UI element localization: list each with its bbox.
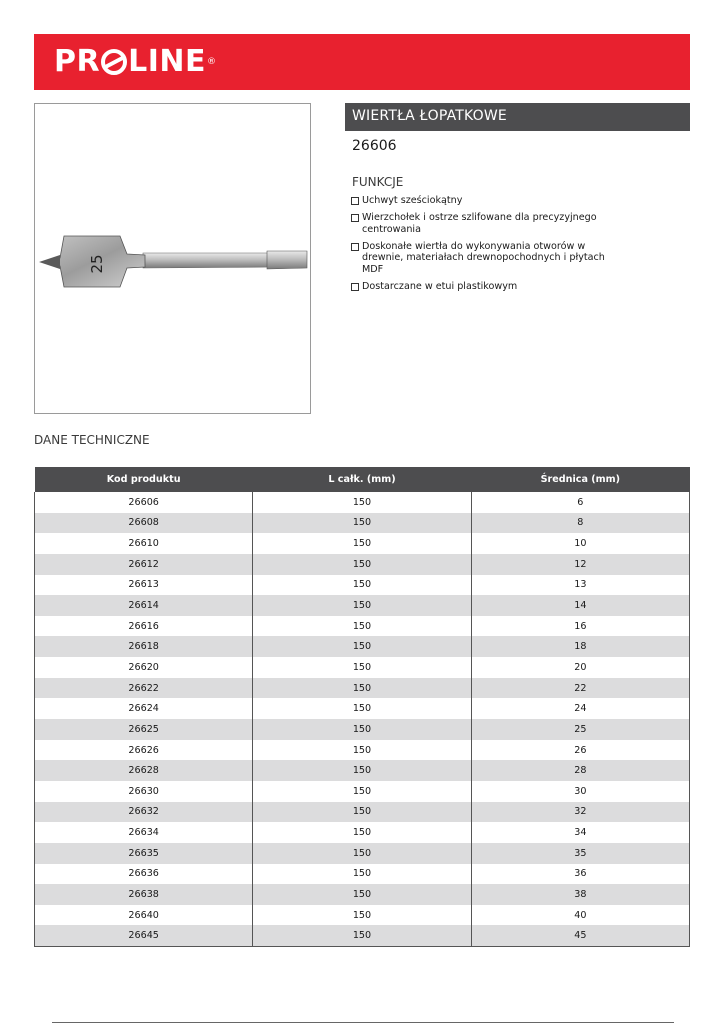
table-row: [35, 740, 690, 761]
cell-length: 150: [253, 554, 471, 575]
feature-text: Wierzchołek i ostrze szlifowane dla precyzyjnego centrowania: [362, 212, 597, 235]
cell-length: 150: [253, 760, 471, 781]
checkbox-icon: [351, 283, 359, 291]
cell-length: 150: [253, 843, 471, 864]
product-code: 26606: [352, 138, 397, 154]
cell-length: 150: [253, 636, 471, 657]
cell-code: 26638: [35, 884, 253, 905]
cell-length: 150: [253, 822, 471, 843]
brand-banner: [34, 34, 690, 90]
cell-diameter: 45: [471, 925, 689, 946]
table-row: [35, 554, 690, 575]
drill-shank: [143, 253, 275, 268]
cell-diameter: 22: [471, 678, 689, 699]
cell-diameter: 14: [471, 595, 689, 616]
table-header-row: [35, 467, 690, 492]
cell-length: 150: [253, 781, 471, 802]
cell-diameter: 18: [471, 636, 689, 657]
table-row: [35, 636, 690, 657]
cell-code: 26645: [35, 925, 253, 946]
cell-length: 150: [253, 802, 471, 823]
cell-diameter: 16: [471, 616, 689, 637]
header-diameter: Średnica (mm): [471, 467, 689, 492]
cell-diameter: 40: [471, 905, 689, 926]
cell-code: 26622: [35, 678, 253, 699]
cell-code: 26630: [35, 781, 253, 802]
cell-length: 150: [253, 595, 471, 616]
cell-diameter: 20: [471, 657, 689, 678]
logo-text-end: LINE: [128, 44, 206, 79]
blade-size-label: 25: [88, 254, 106, 274]
spade-drill-bit-image: [35, 104, 311, 414]
table-row: [35, 864, 690, 885]
cell-diameter: 30: [471, 781, 689, 802]
cell-code: 26612: [35, 554, 253, 575]
table-row: [35, 925, 690, 946]
logo-text-start: PR: [54, 44, 101, 79]
cell-code: 26618: [35, 636, 253, 657]
cell-code: 26626: [35, 740, 253, 761]
cell-code: 26632: [35, 802, 253, 823]
feature-item: [351, 195, 626, 207]
product-title: WIERTŁA ŁOPATKOWE: [352, 108, 507, 124]
table-row: [35, 884, 690, 905]
features-title: FUNKCJE: [352, 175, 404, 189]
cell-diameter: 36: [471, 864, 689, 885]
header-product-code: Kod produktu: [35, 467, 253, 492]
drill-tip: [39, 255, 60, 269]
cell-code: 26610: [35, 533, 253, 554]
cell-diameter: 35: [471, 843, 689, 864]
cell-length: 150: [253, 884, 471, 905]
checkbox-icon: [351, 243, 359, 251]
table-row: [35, 678, 690, 699]
table-row: [35, 513, 690, 534]
cell-diameter: 26: [471, 740, 689, 761]
cell-diameter: 28: [471, 760, 689, 781]
product-photo: [34, 103, 311, 414]
table-row: [35, 575, 690, 596]
cell-length: 150: [253, 616, 471, 637]
table-row: [35, 533, 690, 554]
table-row: [35, 698, 690, 719]
cell-code: 26613: [35, 575, 253, 596]
cell-diameter: 6: [471, 492, 689, 513]
logo-ring-icon: [101, 49, 127, 75]
cell-code: 26636: [35, 864, 253, 885]
cell-length: 150: [253, 657, 471, 678]
table-row: [35, 595, 690, 616]
cell-code: 26620: [35, 657, 253, 678]
cell-code: 26640: [35, 905, 253, 926]
cell-length: 150: [253, 740, 471, 761]
cell-diameter: 32: [471, 802, 689, 823]
cell-diameter: 12: [471, 554, 689, 575]
cell-length: 150: [253, 492, 471, 513]
feature-item: [351, 241, 626, 276]
cell-diameter: 34: [471, 822, 689, 843]
proline-logo: [54, 44, 216, 80]
table-row: [35, 760, 690, 781]
cell-diameter: 10: [471, 533, 689, 554]
cell-code: 26635: [35, 843, 253, 864]
features-list: [351, 195, 626, 298]
table-row: [35, 905, 690, 926]
cell-length: 150: [253, 719, 471, 740]
cell-code: 26606: [35, 492, 253, 513]
footer-divider: [52, 1022, 674, 1023]
cell-length: 150: [253, 698, 471, 719]
cell-code: 26624: [35, 698, 253, 719]
cell-code: 26634: [35, 822, 253, 843]
table-row: [35, 492, 690, 513]
cell-length: 150: [253, 864, 471, 885]
table-row: [35, 843, 690, 864]
cell-diameter: 25: [471, 719, 689, 740]
header-total-length: L całk. (mm): [253, 467, 471, 492]
cell-length: 150: [253, 905, 471, 926]
feature-text: Doskonałe wiertła do wykonywania otworów w drewnie, materiałach drewnopochodnych i płytach MDF: [362, 240, 605, 275]
table-row: [35, 657, 690, 678]
cell-length: 150: [253, 533, 471, 554]
tech-data-table: [34, 467, 690, 947]
cell-length: 150: [253, 678, 471, 699]
checkbox-icon: [351, 214, 359, 222]
cell-code: 26608: [35, 513, 253, 534]
cell-code: 26616: [35, 616, 253, 637]
checkbox-icon: [351, 197, 359, 205]
cell-code: 26614: [35, 595, 253, 616]
table-row: [35, 822, 690, 843]
feature-text: Dostarczane w etui plastikowym: [362, 280, 518, 292]
cell-code: 26625: [35, 719, 253, 740]
cell-code: 26628: [35, 760, 253, 781]
table-row: [35, 719, 690, 740]
feature-item: [351, 281, 626, 293]
table-row: [35, 802, 690, 823]
cell-diameter: 8: [471, 513, 689, 534]
cell-length: 150: [253, 925, 471, 946]
product-title-bar: [345, 103, 690, 131]
drill-hex-end: [267, 251, 307, 269]
tech-data-title: DANE TECHNICZNE: [34, 433, 150, 447]
feature-item: [351, 212, 626, 235]
table-row: [35, 616, 690, 637]
cell-diameter: 38: [471, 884, 689, 905]
cell-length: 150: [253, 575, 471, 596]
feature-text: Uchwyt sześciokątny: [362, 195, 463, 206]
cell-diameter: 24: [471, 698, 689, 719]
table-row: [35, 781, 690, 802]
cell-length: 150: [253, 513, 471, 534]
cell-diameter: 13: [471, 575, 689, 596]
registered-mark: ®: [206, 57, 216, 67]
